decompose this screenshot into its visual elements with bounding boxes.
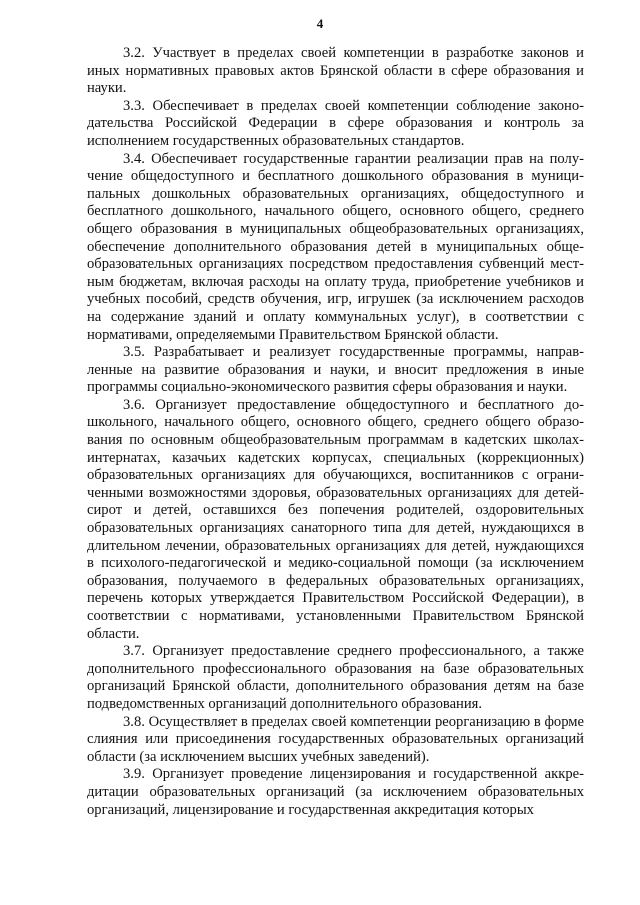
- paragraph-3-4: 3.4. Обеспечивает государственные гарантии реализации прав на получение общедоступного и бесплатного дошкольного образования в муниципальных дошкольных образовательных организациях, общедоступного и бесплатного дошкольного, начального общего, основного общего, среднего общего образования в муниципальных общеобразовательных организациях, обеспечение дополнительного образования детей в муниципальных общеобразовательных организациях посредством предоставления субвенций местным бюджетам, включая расходы на оплату труда, приобретение учебников и учебных пособий, средств обучения, игр, игрушек (за исключением расходов на содержание зданий и оплату коммунальных услуг), в соответствии с нормативами, определяемыми Правительством Брянской области.: [87, 150, 584, 343]
- paragraph-3-3: 3.3. Обеспечивает в пределах своей компетенции соблюдение законодательства Российской Федерации в сфере образования и контроль за исполнением государственных образовательных стандартов.: [87, 97, 584, 149]
- paragraph-3-6: 3.6. Организует предоставление общедоступного и бесплатного дошкольного, начального общего, основного общего, среднего общего образования по основным общеобразовательным программам в кадетских школах-интернатах, казачьих кадетских корпусах, специальных (коррекционных) образовательных организациях для обучающихся, воспитанников с ограниченными возможностями здоровья, образовательных организациях для детей-сирот и детей, оставшихся без попечения родителей, оздоровительных образовательных организациях санаторного типа для детей, нуждающихся в длительном лечении, образовательных организациях для детей, нуждающихся в психолого-педагогической и медико-социальной помощи (за исключением образования, получаемого в федеральных образовательных организациях, перечень которых утверждается Правительством Российской Федерации), в соответствии с нормативами, установленными Правительством Брянской области.: [87, 396, 584, 642]
- paragraph-3-5: 3.5. Разрабатывает и реализует государственные программы, направленные на развитие образования и науки, и вносит предложения в иные программы социально-экономического развития сферы образования и науки.: [87, 344, 584, 396]
- page-number: 4: [316, 16, 324, 31]
- paragraph-3-9: 3.9. Организует проведение лицензирования и государственной аккредитации образовательных организаций (за исключением образовательных организаций, лицензирование и государственная аккредитация которых: [87, 766, 584, 818]
- paragraph-3-2: 3.2. Участвует в пределах своей компетенции в разработке законов и иных нормативных правовых актов Брянской области в сфере образования и науки.: [87, 45, 584, 97]
- paragraph-3-7: 3.7. Организует предоставление среднего профессионального, а также дополнительного профессионального образования на базе образовательных организаций Брянской области, дополнительного образования детям на базе подведомственных организаций дополнительного образования.: [87, 643, 584, 712]
- paragraph-3-8: 3.8. Осуществляет в пределах своей компетенции реорганизацию в форме слияния или присоединения государственных образовательных организаций области (за исключением высших учебных заведений).: [87, 713, 584, 765]
- document-body: [87, 45, 584, 819]
